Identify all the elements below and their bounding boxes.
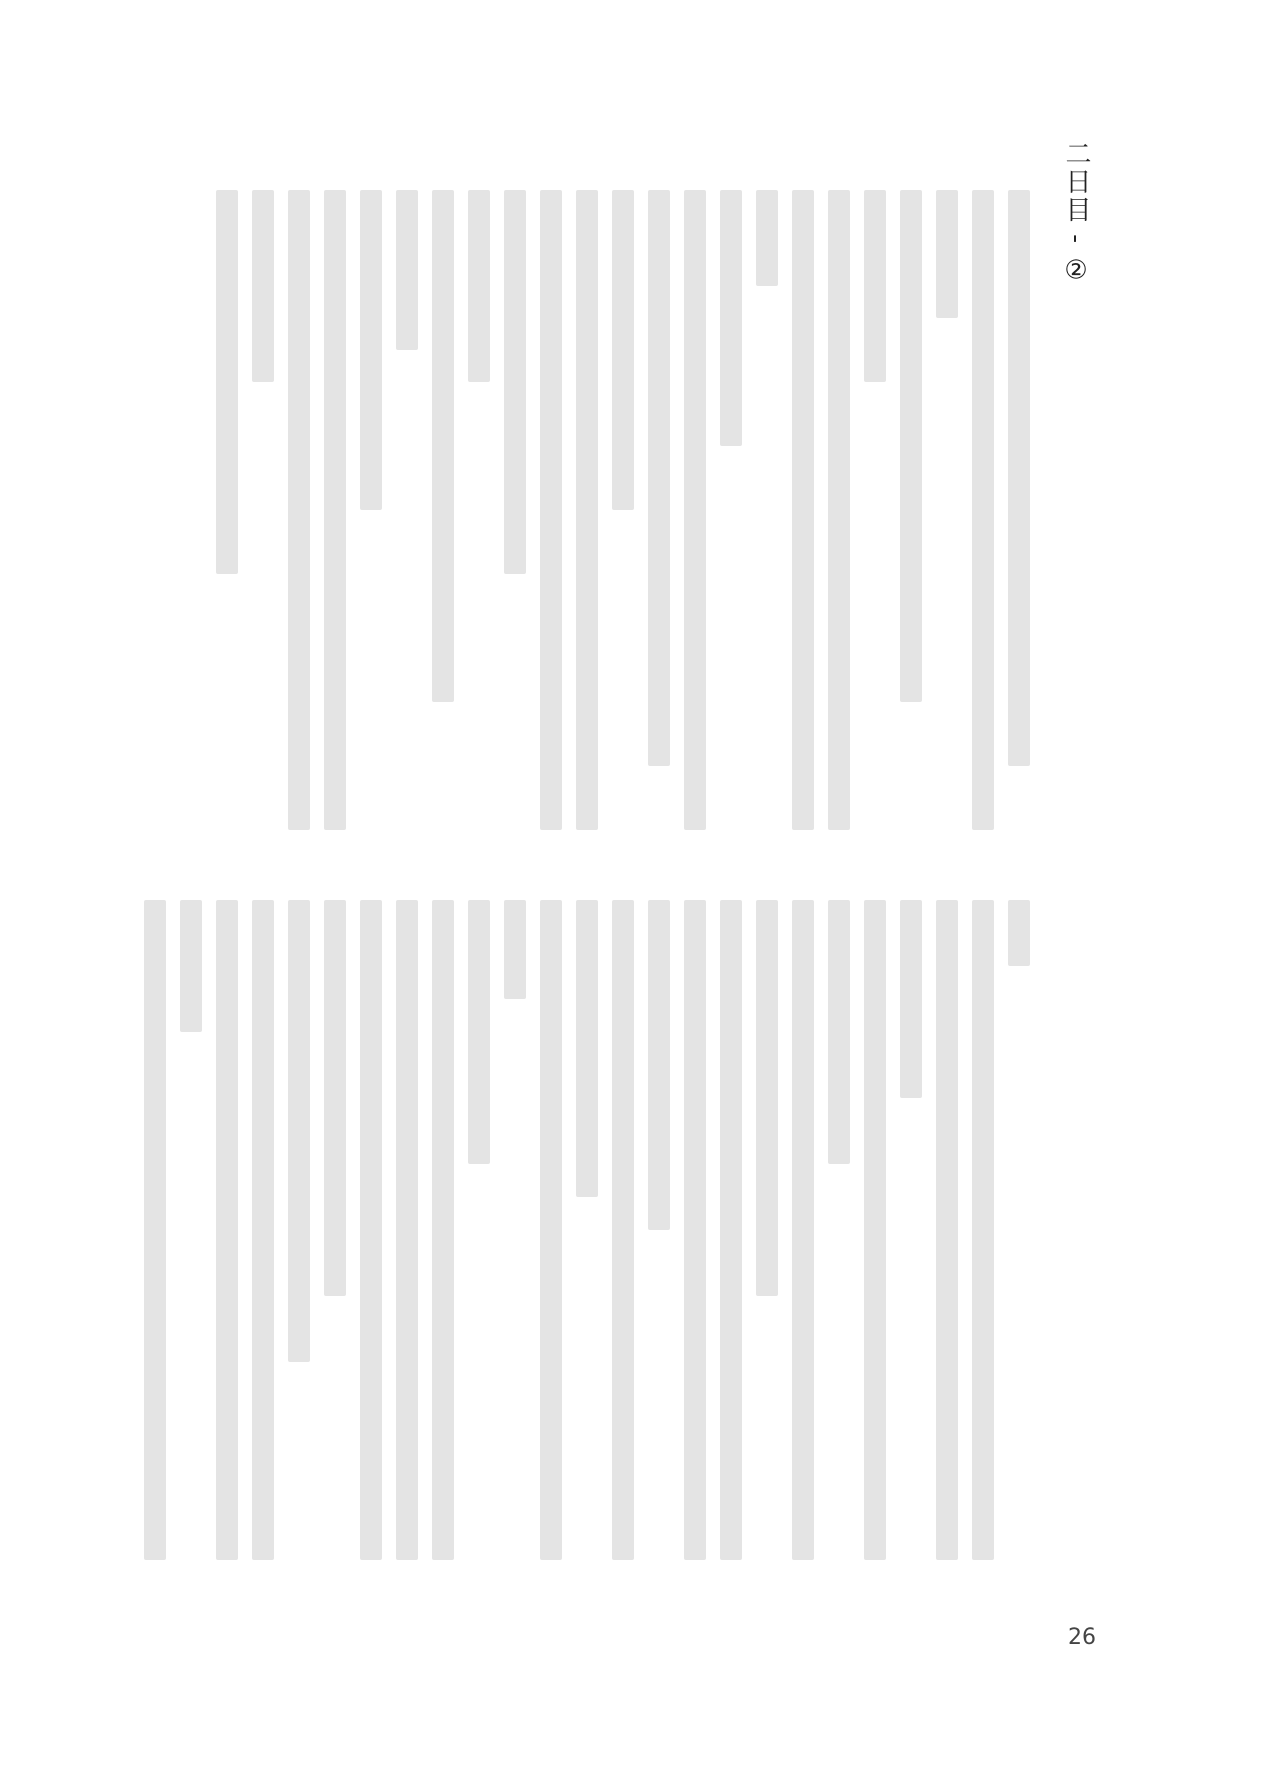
section-heading: 二日目 - ② [1061, 140, 1091, 288]
text-column-placeholder [756, 190, 778, 286]
text-column-placeholder [576, 900, 598, 1197]
text-column-placeholder [972, 900, 994, 1560]
text-column-placeholder [396, 190, 418, 350]
text-column-placeholder [504, 900, 526, 999]
text-column-placeholder [144, 900, 166, 1560]
text-column-placeholder [900, 190, 922, 702]
text-column-placeholder [324, 900, 346, 1296]
text-column-placeholder [936, 900, 958, 1560]
text-block-bottom [144, 900, 1030, 1560]
text-column-placeholder [684, 900, 706, 1560]
text-column-placeholder [720, 900, 742, 1560]
text-column-placeholder [252, 900, 274, 1560]
page-number: 26 [1068, 1625, 1096, 1650]
text-column-placeholder [756, 900, 778, 1296]
text-column-placeholder [828, 190, 850, 830]
text-column-placeholder [864, 190, 886, 382]
text-column-placeholder [972, 190, 994, 830]
text-block-top [216, 190, 1030, 830]
text-column-placeholder [216, 190, 238, 574]
text-column-placeholder [1008, 900, 1030, 966]
text-column-placeholder [648, 900, 670, 1230]
text-column-placeholder [288, 900, 310, 1362]
text-column-placeholder [936, 190, 958, 318]
text-column-placeholder [360, 190, 382, 510]
text-column-placeholder [828, 900, 850, 1164]
text-column-placeholder [612, 900, 634, 1560]
text-column-placeholder [288, 190, 310, 830]
text-column-placeholder [432, 900, 454, 1560]
text-column-placeholder [720, 190, 742, 446]
text-column-placeholder [468, 900, 490, 1164]
text-column-placeholder [648, 190, 670, 766]
text-column-placeholder [216, 900, 238, 1560]
text-column-placeholder [504, 190, 526, 574]
text-column-placeholder [432, 190, 454, 702]
text-column-placeholder [252, 190, 274, 382]
text-column-placeholder [576, 190, 598, 830]
text-column-placeholder [612, 190, 634, 510]
text-column-placeholder [324, 190, 346, 830]
text-column-placeholder [864, 900, 886, 1560]
text-column-placeholder [540, 900, 562, 1560]
text-column-placeholder [792, 900, 814, 1560]
text-column-placeholder [180, 900, 202, 1032]
text-column-placeholder [684, 190, 706, 830]
text-column-placeholder [792, 190, 814, 830]
text-column-placeholder [540, 190, 562, 830]
text-column-placeholder [900, 900, 922, 1098]
text-column-placeholder [468, 190, 490, 382]
text-column-placeholder [1008, 190, 1030, 766]
text-column-placeholder [396, 900, 418, 1560]
text-column-placeholder [360, 900, 382, 1560]
